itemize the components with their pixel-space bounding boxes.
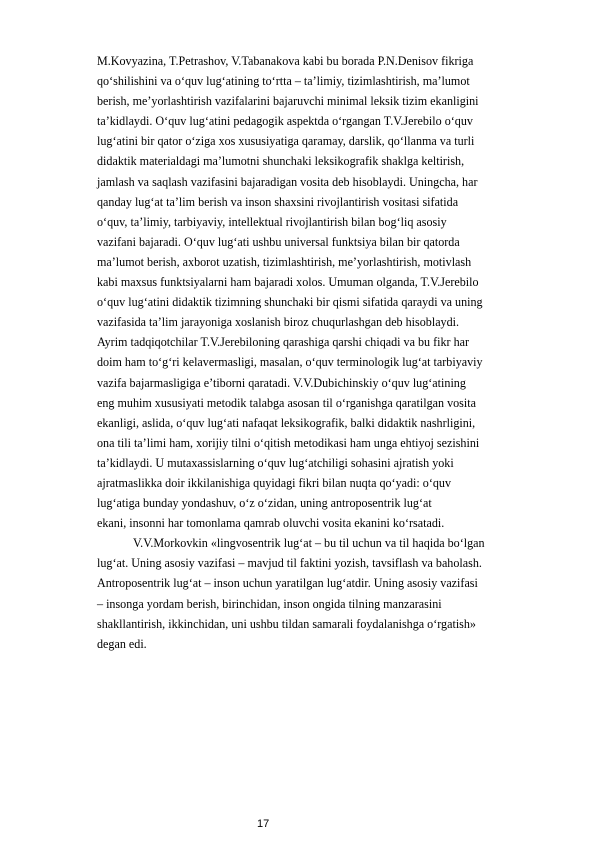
text-line: ma’lumot berish, axborot uzatish, tizimlashtirish, me’yorlashtirish, motivlash [97,254,472,269]
text-line: – insonga yordam berish, birinchidan, inson ongida tilning manzarasini [97,596,442,611]
body-text [97,51,552,654]
text-line: Ayrim tadqiqotchilar T.V.Jerebiloning qarashiga qarshi chiqadi va bu fikr har [97,335,470,350]
text-line: ta’kidlaydi. O‘quv lug‘atini pedagogik aspektda o‘rgangan T.V.Jerebilo o‘quv [97,114,473,129]
text-line: M.Kovyazina, T.Petrashov, V.Tabanakova kabi bu borada P.N.Denisov fikriga [97,54,474,68]
paragraph-1 [97,51,552,533]
text-line: ta’kidlaydi. U mutaxassislarning o‘quv lug‘atchiligi sohasini ajratish yoki [97,455,454,470]
text-line: Antroposentrik lug‘at – inson uchun yaratilgan lug‘atdir. Uning asosiy vazifasi [97,576,478,591]
text-line: doim ham to‘g‘ri kelavermasligi, masalan, o‘quv terminologik lug‘at tarbiyaviy [97,355,483,370]
page-number: 17 [257,818,270,830]
text-line: degan edi. [97,636,147,651]
text-line: o‘quv lug‘atini didaktik tizimning shunchaki bir qismi sifatida qaraydi va uning [97,295,483,310]
text-line: shakllantirish, ikkinchidan, uni ushbu tildan samarali foydalanishga o‘rgatish» [97,616,476,631]
text-line: qo‘shilishini va o‘quv lug‘atining to‘rtta – ta’limiy, tizimlashtirish, ma’lumot [97,74,470,89]
text-line: kabi maxsus funktsiyalarni ham bajaradi xolos. Umuman olganda, T.V.Jerebilo [97,275,479,290]
text-line: ekani, insonni har tomonlama qamrab oluvchi vosita ekanini ko‘rsatadi. [97,516,445,531]
text-line: lug‘atiga bunday yondashuv, o‘z o‘zidan, uning antroposentrik lug‘at [97,496,432,511]
text-line: jamlash va saqlash vazifasini bajaradigan vosita deb hisoblaydi. Uningcha, har [97,174,478,189]
text-line: qanday lug‘at ta’lim berish va inson shaxsini rivojlantirish vositasi sifatida [97,194,459,209]
text-line: o‘quv, ta’limiy, tarbiyaviy, intellektual rivojlantirish bilan bog‘liq asosiy [97,214,447,229]
text-line: eng muhim xususiyati metodik talabga asosan til o‘rganishga qaratilgan vosita [97,395,476,410]
text-line: didaktik materialdagi ma’lumotni shunchaki leksikografik shaklga keltirish, [97,154,465,169]
text-line: lug‘at. Uning asosiy vazifasi – mavjud til faktini yozish, tavsiflash va baholash. [97,556,482,571]
text-line: vazifa bajarmasligiga e’tiborni qaratadi. V.V.Dubichinskiy o‘quv lug‘atining [97,375,466,390]
text-line: vazifani bajaradi. O‘quv lug‘ati ushbu universal funktsiya bilan bir qatorda [97,234,460,249]
text-line: ajratmaslikka doir ikkilanishiga quyidagi fikri bilan nuqta qo‘yadi: o‘quv [97,475,452,490]
text-line: berish, me’yorlashtirish vazifalarini bajaruvchi minimal leksik tizim ekanligini [97,94,479,109]
text-line: ekanligi, aslida, o‘quv lug‘ati nafaqat leksikografik, balki didaktik nashrligini, [97,415,476,430]
text-line: V.V.Morkovkin «lingvosentrik lug‘at – bu til uchun va til haqida bo‘lgan [133,536,485,551]
paragraph-2 [97,533,552,654]
text-line: vazifasida ta’lim jarayoniga xoslanish biroz chuqurlashgan deb hisoblaydi. [97,315,460,330]
text-line: lug‘atini bir qator o‘ziga xos xususiyatiga qaramay, darslik, qo‘llanma va turli [97,134,475,149]
text-line: ona tili ta’limi ham, xorijiy tilni o‘qitish metodikasi ham unga ehtiyoj sezishini [97,435,480,450]
